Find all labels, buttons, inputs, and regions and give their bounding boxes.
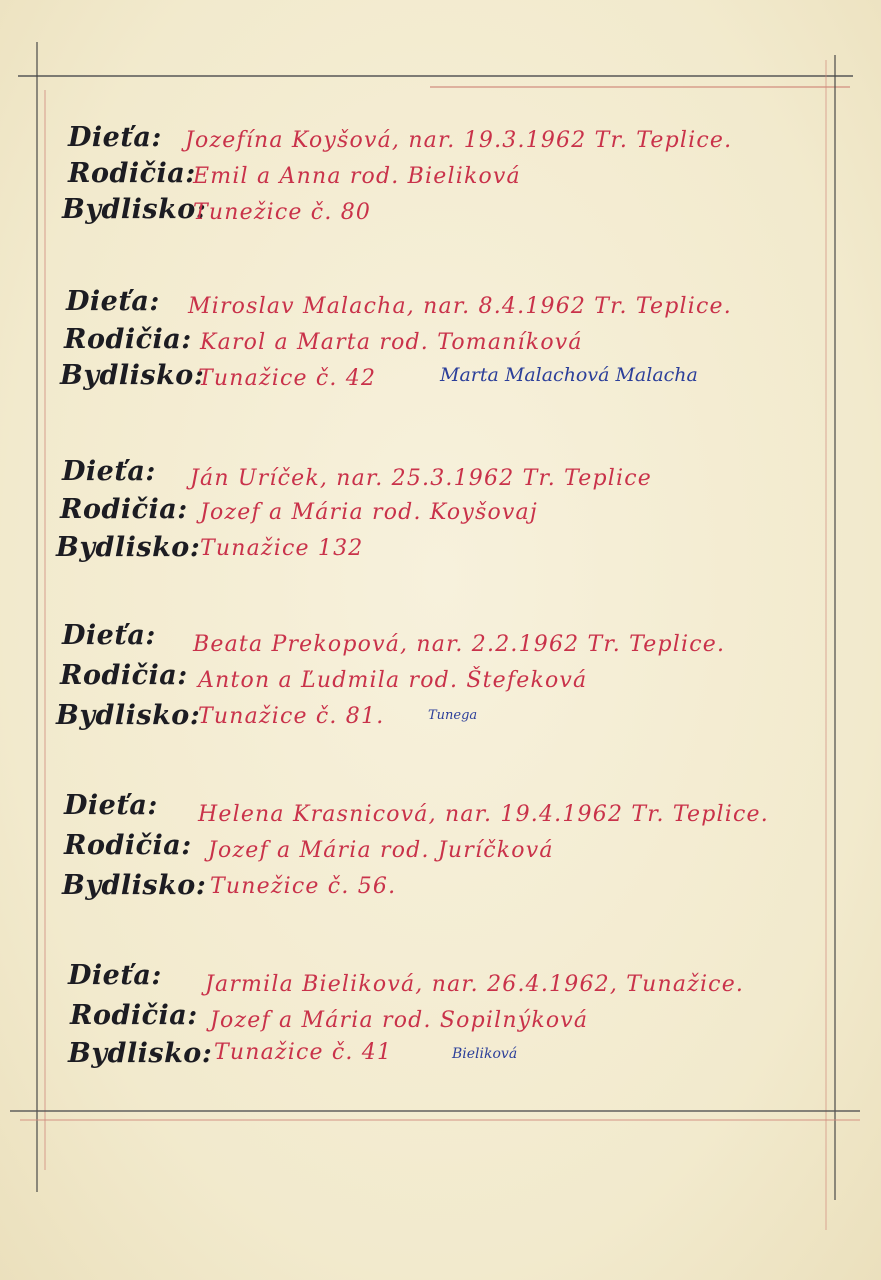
residence-label: Bydlisko: — [68, 1038, 213, 1069]
child-value: Helena Krasnicová, nar. 19.4.1962 Tr. Teplice. — [198, 802, 769, 827]
residence-value: Tunažice č. 81. — [198, 704, 385, 729]
parents-label: Rodičia: — [70, 1000, 198, 1031]
bottom-rule — [10, 1110, 860, 1112]
residence-label: Bydlisko: — [56, 700, 201, 731]
residence-value: Tunežice č. 80 — [193, 200, 372, 225]
residence-value: Tunažice 132 — [200, 536, 364, 561]
child-value: Jozefína Koyšová, nar. 19.3.1962 Tr. Teplice. — [185, 128, 733, 153]
parents-value: Jozef a Mária rod. Juríčková — [208, 838, 554, 863]
birth-entry — [0, 286, 881, 406]
bottom-rule-red — [20, 1119, 860, 1121]
residence-label: Bydlisko: — [56, 532, 201, 563]
parent-signature: Tunega — [428, 708, 478, 723]
parent-signature: Marta Malachová Malacha — [440, 364, 698, 386]
child-label: Dieťa: — [64, 790, 158, 821]
parents-label: Rodičia: — [68, 158, 196, 189]
parents-label: Rodičia: — [64, 324, 192, 355]
parents-label: Rodičia: — [60, 660, 188, 691]
parents-value: Anton a Ľudmila rod. Štefeková — [198, 668, 588, 693]
child-value: Miroslav Malacha, nar. 8.4.1962 Tr. Teplice. — [188, 294, 732, 319]
birth-entry — [0, 960, 881, 1080]
parent-signature: Bieliková — [452, 1046, 518, 1062]
child-label: Dieťa: — [62, 620, 156, 651]
child-value: Beata Prekopová, nar. 2.2.1962 Tr. Teplice. — [193, 632, 726, 657]
parents-value: Emil a Anna rod. Bieliková — [193, 164, 521, 189]
child-label: Dieťa: — [68, 960, 162, 991]
parents-value: Jozef a Mária rod. Koyšovaj — [200, 500, 538, 525]
child-value: Jarmila Bieliková, nar. 26.4.1962, Tunažice. — [205, 972, 745, 997]
residence-label: Bydlisko: — [62, 870, 207, 901]
child-label: Dieťa: — [62, 456, 156, 487]
residence-label: Bydlisko: — [62, 194, 207, 225]
residence-value: Tunažice č. 42 — [198, 366, 377, 391]
top-rule-red — [430, 86, 850, 88]
top-rule — [18, 75, 853, 77]
parents-value: Jozef a Mária rod. Sopilnýková — [210, 1008, 589, 1033]
parents-label: Rodičia: — [60, 494, 188, 525]
child-label: Dieťa: — [66, 286, 160, 317]
residence-label: Bydlisko: — [60, 360, 205, 391]
parents-label: Rodičia: — [64, 830, 192, 861]
birth-entry — [0, 620, 881, 740]
birth-entry — [0, 456, 881, 576]
residence-value: Tunažice č. 41 — [214, 1040, 393, 1065]
child-label: Dieťa: — [68, 122, 162, 153]
parents-value: Karol a Marta rod. Tomaníková — [200, 330, 583, 355]
child-value: Ján Uríček, nar. 25.3.1962 Tr. Teplice — [190, 466, 653, 491]
residence-value: Tunežice č. 56. — [210, 874, 397, 899]
birth-entry — [0, 122, 881, 242]
birth-entry — [0, 790, 881, 910]
